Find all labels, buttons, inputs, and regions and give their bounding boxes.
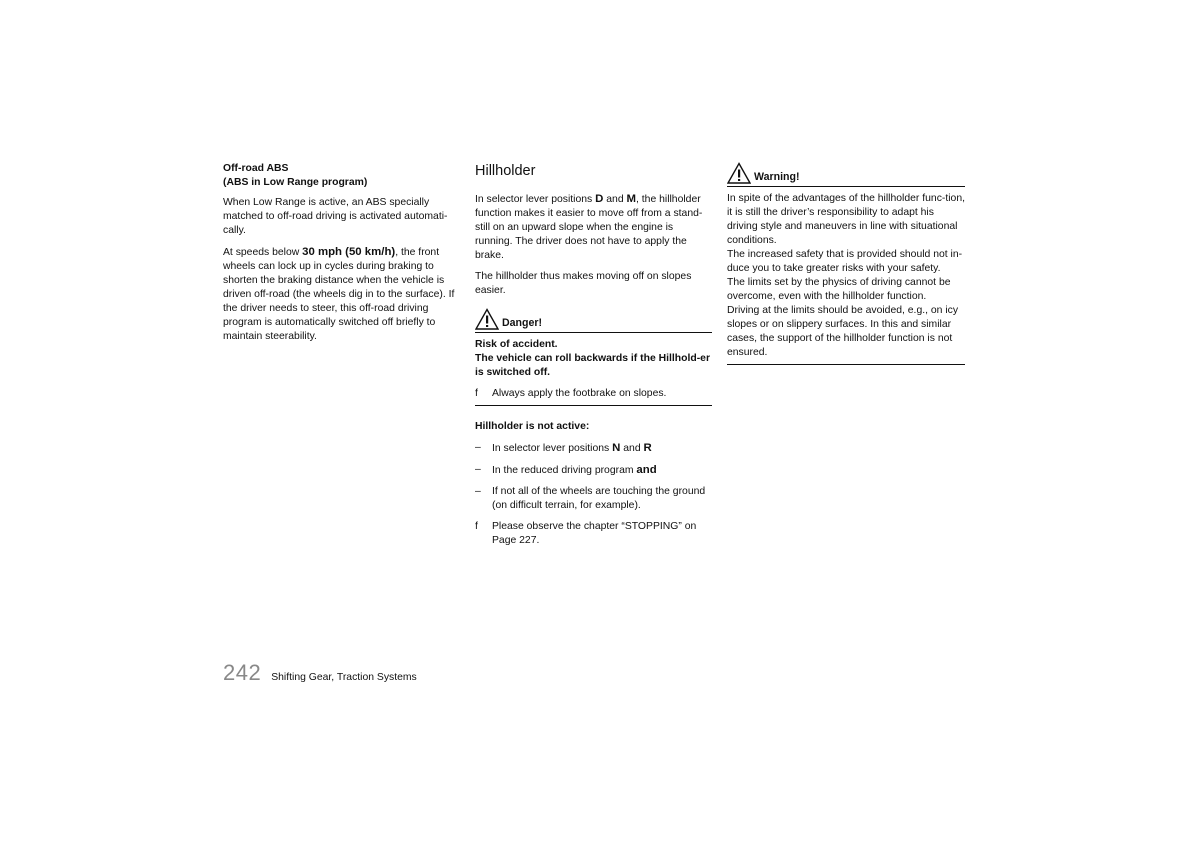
- position-n: N: [612, 442, 621, 454]
- warning-section: [727, 162, 965, 379]
- danger-divider: [475, 405, 712, 406]
- warning-title: Warning!: [754, 171, 800, 183]
- page-number: 242: [223, 660, 262, 685]
- warning-triangle-icon: [727, 162, 751, 184]
- list-marker: –: [475, 486, 481, 497]
- list-item: [475, 520, 712, 548]
- list-text-mid: and: [620, 443, 644, 454]
- list-text: Please observe the chapter “STOPPING” on Page 227.: [492, 521, 697, 546]
- heading-line-2: (ABS in Low Range program): [223, 177, 368, 188]
- heading-line-1: Off-road ABS: [223, 163, 289, 174]
- para1-a: In selector lever positions: [475, 194, 596, 205]
- warning-triangle-icon: [475, 308, 499, 330]
- hillholder-para-2: The hillholder thus makes moving off on slopes easier.: [475, 271, 692, 296]
- not-active-heading: Hillholder is not active:: [475, 421, 590, 432]
- danger-line-2: The vehicle can roll backwards if the Hillhold-er is switched off.: [475, 353, 711, 378]
- section-title: Shifting Gear, Traction Systems: [271, 672, 417, 683]
- position-r: R: [643, 442, 652, 454]
- para2-post: , the front wheels can lock up in cycles during braking to shorten the braking distance when the vehicle is driven off-road (the wheels dig in to the surface). If the driver needs to steer, this off-road driving program is automatically switched off briefly to maintain steerability.: [223, 247, 455, 342]
- warning-line: The limits set by the physics of driving cannot be overcome, even with the hillholder function.: [727, 277, 951, 302]
- hillholder-title: Hillholder: [475, 163, 536, 179]
- list-text: In selector lever positions: [492, 443, 613, 454]
- list-marker: f: [475, 521, 478, 532]
- page-footer: [223, 660, 417, 686]
- offroad-abs-heading: [223, 162, 461, 190]
- warning-header: [727, 162, 965, 187]
- speed-value: 30 mph (50 km/h): [302, 246, 396, 258]
- offroad-abs-para-2: [223, 245, 461, 344]
- list-item: [475, 485, 712, 513]
- danger-line-1: Risk of accident.: [475, 339, 558, 350]
- para2-pre: At speeds below: [223, 247, 303, 258]
- hillholder-para-1: [475, 192, 712, 263]
- offroad-abs-section: [223, 162, 461, 351]
- list-marker: –: [475, 464, 481, 475]
- list-item: [475, 441, 712, 456]
- danger-header: [475, 308, 712, 333]
- list-marker: –: [475, 442, 481, 453]
- action-marker: f: [475, 388, 478, 399]
- position-d: D: [595, 193, 604, 205]
- list-item: [475, 463, 712, 478]
- warning-line: Driving at the limits should be avoided, e.g., on icy slopes or on slippery surfaces. In this and similar cases, the support of the hillholder function is not ensured.: [727, 305, 959, 358]
- hillholder-section: [475, 162, 712, 555]
- warning-divider: [727, 364, 965, 365]
- danger-title: Danger!: [502, 317, 543, 329]
- bold-and: and: [636, 464, 657, 476]
- warning-line: In spite of the advantages of the hillholder func-tion, it is still the driver’s responsibility to adapt his driving style and maneuvers in line with situational conditions.: [727, 193, 965, 246]
- danger-action: [475, 387, 712, 401]
- action-text: Always apply the footbrake on slopes.: [492, 388, 667, 399]
- para1-d: , the hillholder function makes it easier to move off from a stand-still on an upward slope when the engine is running. The driver does not have to apply the brake.: [475, 194, 703, 261]
- list-text: If not all of the wheels are touching the ground (on difficult terrain, for example).: [492, 486, 706, 511]
- para1-c: and: [603, 194, 627, 205]
- position-m: M: [626, 193, 636, 205]
- list-text: In the reduced driving program: [492, 465, 637, 476]
- warning-line: The increased safety that is provided should not in-duce you to take greater risks with your safety.: [727, 249, 963, 274]
- offroad-abs-para-1: When Low Range is active, an ABS specially matched to off-road driving is activated automati-cally.: [223, 197, 448, 236]
